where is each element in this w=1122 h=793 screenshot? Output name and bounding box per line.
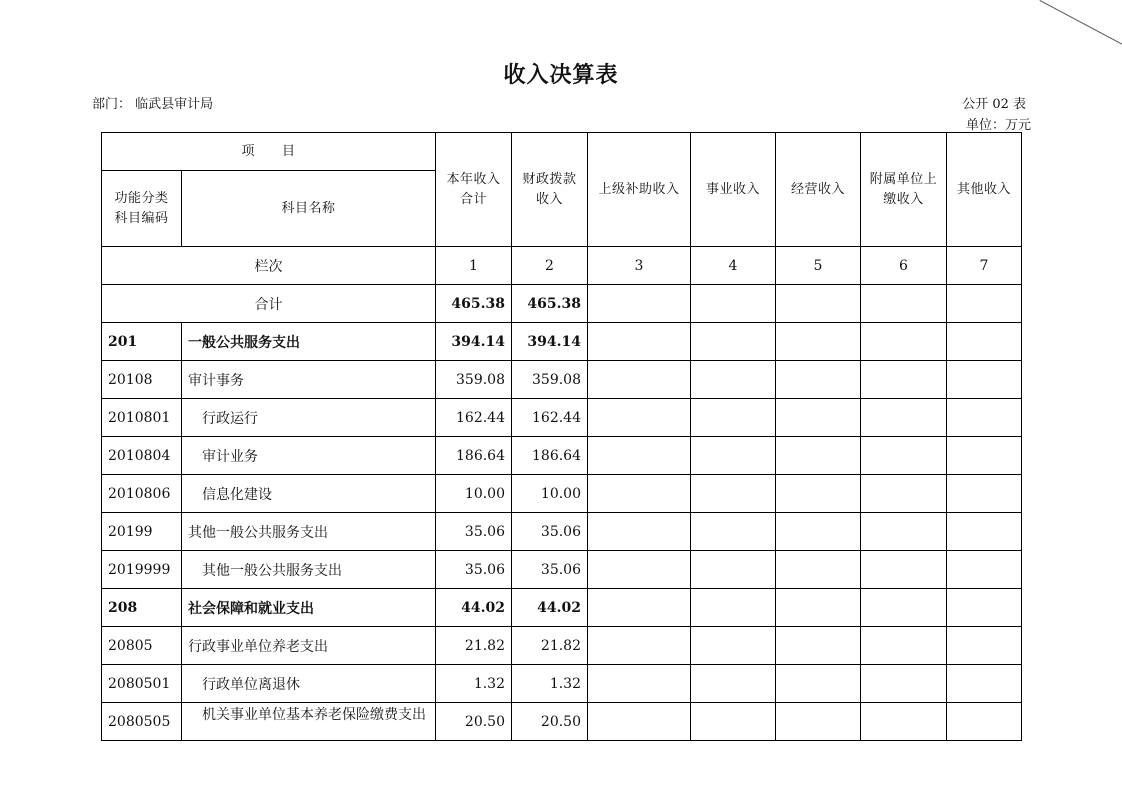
col-index-5: 5 xyxy=(776,247,861,285)
empty-cell xyxy=(588,703,691,741)
table-row xyxy=(102,665,1022,703)
row-total-income: 10.00 xyxy=(436,475,512,513)
empty-cell xyxy=(691,665,776,703)
row-fiscal: 186.64 xyxy=(512,437,588,475)
empty-cell xyxy=(588,323,691,361)
row-name: 其他一般公共服务支出 xyxy=(182,513,436,551)
header-col-2: 财政拨款收入 xyxy=(512,133,588,247)
empty-cell xyxy=(861,475,947,513)
empty-cell xyxy=(588,513,691,551)
row-total-income: 1.32 xyxy=(436,665,512,703)
empty-cell xyxy=(861,627,947,665)
department-label: 部门： 临武县审计局 xyxy=(92,97,214,112)
row-fiscal: 1.32 xyxy=(512,665,588,703)
empty-cell xyxy=(776,285,861,323)
row-total-income: 359.08 xyxy=(436,361,512,399)
empty-cell xyxy=(588,665,691,703)
row-fiscal: 162.44 xyxy=(512,399,588,437)
row-fiscal: 35.06 xyxy=(512,551,588,589)
row-total-income: 162.44 xyxy=(436,399,512,437)
col-index-3: 3 xyxy=(588,247,691,285)
row-name: 一般公共服务支出 xyxy=(182,323,436,361)
row-name: 社会保障和就业支出 xyxy=(182,589,436,627)
empty-cell xyxy=(861,361,947,399)
empty-cell xyxy=(691,589,776,627)
empty-cell xyxy=(947,627,1022,665)
row-code: 20108 xyxy=(102,361,182,399)
empty-cell xyxy=(947,361,1022,399)
col-index-label: 栏次 xyxy=(102,247,436,285)
empty-cell xyxy=(691,703,776,741)
empty-cell xyxy=(588,475,691,513)
empty-cell xyxy=(947,399,1022,437)
col-index-7: 7 xyxy=(947,247,1022,285)
empty-cell xyxy=(588,589,691,627)
total-fiscal-value: 465.38 xyxy=(512,285,588,323)
row-name: 行政事业单位养老支出 xyxy=(182,627,436,665)
header-col-7: 其他收入 xyxy=(947,133,1022,247)
empty-cell xyxy=(691,475,776,513)
col-index-6: 6 xyxy=(861,247,947,285)
row-code: 208 xyxy=(102,589,182,627)
empty-cell xyxy=(776,399,861,437)
empty-cell xyxy=(776,589,861,627)
empty-cell xyxy=(861,665,947,703)
header-item: 项 目 xyxy=(102,133,436,171)
row-code: 2010804 xyxy=(102,437,182,475)
empty-cell xyxy=(691,323,776,361)
col-index-1: 1 xyxy=(436,247,512,285)
row-fiscal: 359.08 xyxy=(512,361,588,399)
table-row xyxy=(102,703,1022,741)
empty-cell xyxy=(691,627,776,665)
empty-cell xyxy=(947,475,1022,513)
row-code: 20805 xyxy=(102,627,182,665)
empty-cell xyxy=(691,437,776,475)
empty-cell xyxy=(947,323,1022,361)
row-name: 其他一般公共服务支出 xyxy=(182,551,436,589)
col-index-2: 2 xyxy=(512,247,588,285)
empty-cell xyxy=(588,361,691,399)
empty-cell xyxy=(691,513,776,551)
empty-cell xyxy=(588,285,691,323)
total-label: 合计 xyxy=(102,285,436,323)
corner-decoration-line xyxy=(1040,0,1122,57)
empty-cell xyxy=(776,323,861,361)
row-total-income: 35.06 xyxy=(436,513,512,551)
row-fiscal: 394.14 xyxy=(512,323,588,361)
table-row xyxy=(102,475,1022,513)
empty-cell xyxy=(776,513,861,551)
row-total-income: 21.82 xyxy=(436,627,512,665)
row-name: 机关事业单位基本养老保险缴费支出 xyxy=(182,703,436,741)
empty-cell xyxy=(776,627,861,665)
empty-cell xyxy=(776,437,861,475)
empty-cell xyxy=(588,551,691,589)
header-col-5: 经营收入 xyxy=(776,133,861,247)
empty-cell xyxy=(588,627,691,665)
row-fiscal: 20.50 xyxy=(512,703,588,741)
empty-cell xyxy=(588,437,691,475)
header-code: 功能分类科目编码 xyxy=(102,171,182,247)
row-total-income: 35.06 xyxy=(436,551,512,589)
table-row xyxy=(102,513,1022,551)
form-number: 公开 02 表 xyxy=(962,97,1026,112)
row-fiscal: 10.00 xyxy=(512,475,588,513)
table-row xyxy=(102,323,1022,361)
empty-cell xyxy=(691,285,776,323)
row-name: 审计事务 xyxy=(182,361,436,399)
empty-cell xyxy=(861,323,947,361)
row-fiscal: 35.06 xyxy=(512,513,588,551)
row-fiscal: 44.02 xyxy=(512,589,588,627)
income-report-table xyxy=(101,132,1022,741)
header-col-3: 上级补助收入 xyxy=(588,133,691,247)
empty-cell xyxy=(947,665,1022,703)
empty-cell xyxy=(947,703,1022,741)
table-row xyxy=(102,589,1022,627)
empty-cell xyxy=(947,285,1022,323)
empty-cell xyxy=(861,551,947,589)
row-name: 信息化建设 xyxy=(182,475,436,513)
row-code: 2010806 xyxy=(102,475,182,513)
row-total-income: 44.02 xyxy=(436,589,512,627)
row-fiscal: 21.82 xyxy=(512,627,588,665)
row-name: 审计业务 xyxy=(182,437,436,475)
empty-cell xyxy=(861,399,947,437)
row-name: 行政运行 xyxy=(182,399,436,437)
empty-cell xyxy=(776,475,861,513)
row-code: 2080501 xyxy=(102,665,182,703)
header-col-4: 事业收入 xyxy=(691,133,776,247)
empty-cell xyxy=(776,703,861,741)
empty-cell xyxy=(691,551,776,589)
col-index-4: 4 xyxy=(691,247,776,285)
row-total-income: 20.50 xyxy=(436,703,512,741)
total-income-value: 465.38 xyxy=(436,285,512,323)
empty-cell xyxy=(776,551,861,589)
empty-cell xyxy=(861,703,947,741)
empty-cell xyxy=(691,361,776,399)
header-col-1: 本年收入合计 xyxy=(436,133,512,247)
empty-cell xyxy=(861,589,947,627)
empty-cell xyxy=(861,513,947,551)
row-total-income: 394.14 xyxy=(436,323,512,361)
row-code: 2010801 xyxy=(102,399,182,437)
empty-cell xyxy=(861,285,947,323)
table-row xyxy=(102,399,1022,437)
page-title: 收入决算表 xyxy=(503,63,619,88)
table-row xyxy=(102,627,1022,665)
empty-cell xyxy=(947,513,1022,551)
table-row xyxy=(102,437,1022,475)
row-code: 2019999 xyxy=(102,551,182,589)
empty-cell xyxy=(776,361,861,399)
table-row xyxy=(102,361,1022,399)
empty-cell xyxy=(691,399,776,437)
header-col-6: 附属单位上缴收入 xyxy=(861,133,947,247)
empty-cell xyxy=(947,589,1022,627)
row-code: 2080505 xyxy=(102,703,182,741)
row-name: 行政单位离退休 xyxy=(182,665,436,703)
table-row xyxy=(102,551,1022,589)
empty-cell xyxy=(776,665,861,703)
row-total-income: 186.64 xyxy=(436,437,512,475)
unit-label: 单位：万元 xyxy=(965,118,1031,133)
row-code: 20199 xyxy=(102,513,182,551)
empty-cell xyxy=(947,551,1022,589)
empty-cell xyxy=(861,437,947,475)
header-name: 科目名称 xyxy=(182,171,436,247)
row-code: 201 xyxy=(102,323,182,361)
empty-cell xyxy=(947,437,1022,475)
empty-cell xyxy=(588,399,691,437)
